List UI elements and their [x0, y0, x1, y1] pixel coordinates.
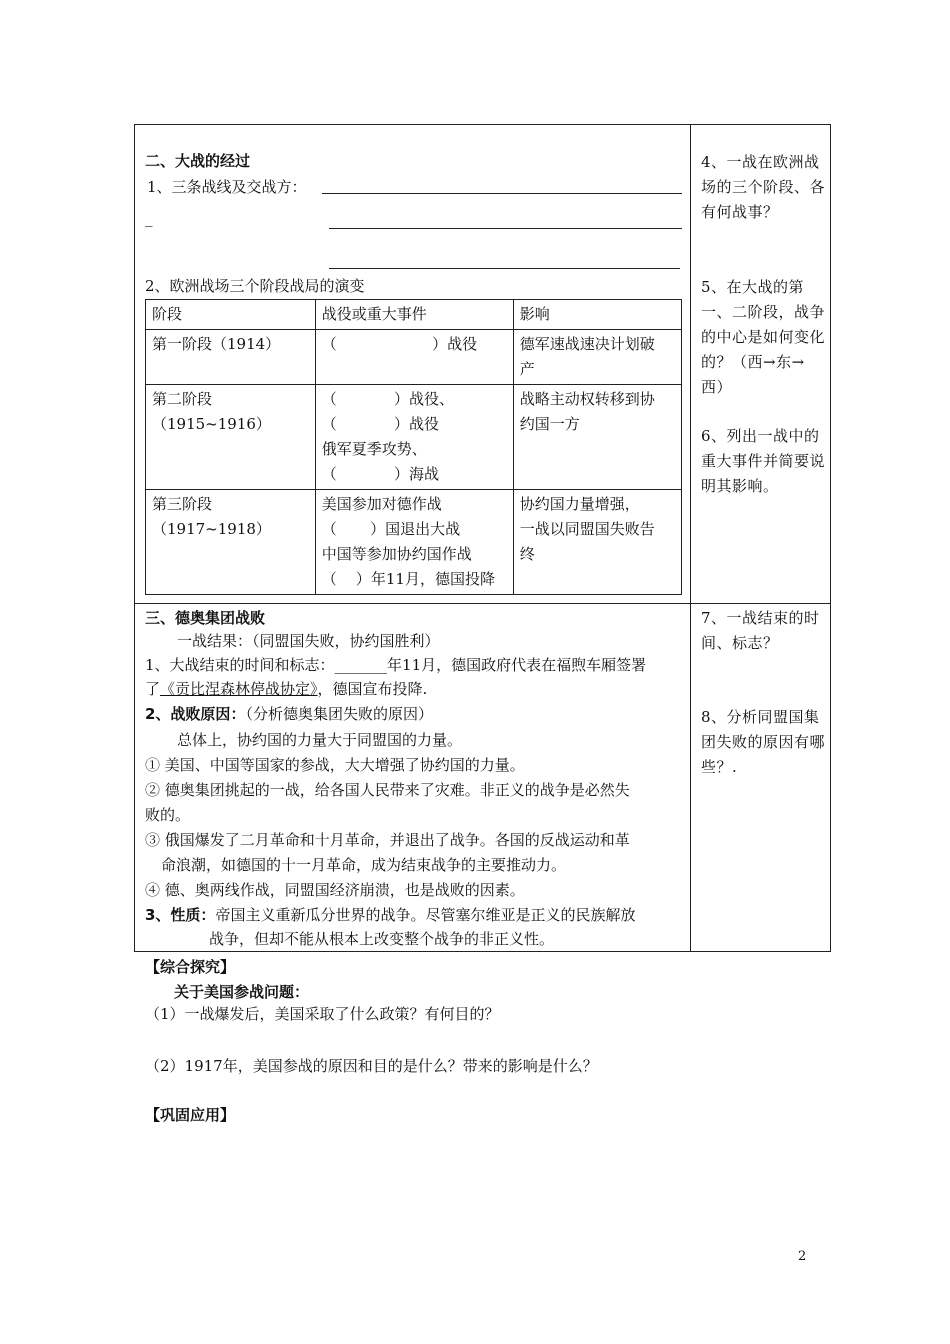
cell-line: 约国一方 [519, 415, 580, 433]
cell-line: 产 [519, 360, 535, 378]
impact-cell [513, 490, 681, 595]
reason-4: ④ 德、奥两线作战，同盟国经济崩溃，也是战败的因素。 [145, 881, 525, 899]
p3-label: 3、性质： [145, 906, 216, 924]
reason-2: ② 德奥集团挑起的一战，给各国人民带来了灾难。非正义的战争是必然失 [145, 781, 630, 799]
header-cell: 阶段 [146, 300, 316, 330]
side-question-4: 4、一战在欧洲战场的三个阶段、各有何战事？ [701, 153, 826, 221]
explore-title: 【综合探究】 [145, 958, 236, 976]
p1-text-d: ，德国宣布投降. [317, 680, 428, 698]
cell-line: （ ）海战 [321, 465, 439, 483]
table-header-row [146, 300, 682, 330]
row-divider [134, 603, 831, 604]
cell-line: 俄军夏季攻势、 [321, 440, 427, 458]
cell-line: （ ）战役、 [321, 390, 454, 408]
p1-blank[interactable]: _______ [334, 656, 388, 674]
events-cell [315, 385, 513, 490]
cell-line: （1917~1918） [152, 520, 271, 538]
fill-line[interactable] [322, 193, 682, 194]
reason-2-cont: 败的。 [145, 806, 191, 824]
page-number: 2 [798, 1249, 807, 1264]
column-divider [690, 124, 691, 952]
cell-line: 第二阶段 [152, 390, 213, 408]
stage-cell [146, 330, 316, 385]
overall-text: 总体上，协约国的力量大于同盟国的力量。 [177, 731, 463, 749]
p2-label: 2、战败原因： [145, 705, 246, 723]
explore-subtitle: 关于美国参战问题： [174, 983, 310, 1001]
table-row [146, 330, 682, 385]
q1-text: 1、三条战线及交战方： [147, 178, 307, 196]
reason-1: ① 美国、中国等国家的参战，大大增强了协约国的力量。 [145, 756, 525, 774]
cell-line: 德军速战速决计划破 [519, 335, 655, 353]
impact-cell [513, 385, 681, 490]
section3-title: 三、德奥集团战败 [145, 609, 266, 627]
header-cell: 战役或重大事件 [315, 300, 513, 330]
stage-table [145, 299, 682, 595]
cell-line: （1915~1916） [152, 415, 271, 433]
side-question-6: 6、列出一战中的重大事件并简要说明其影响。 [701, 427, 826, 495]
side-question-7: 7、一战结束的时间、标志？ [701, 609, 820, 652]
reason-3-cont: 命浪潮，如德国的十一月革命，成为结束战争的主要推动力。 [161, 856, 567, 874]
q1-dash: _ [145, 209, 153, 227]
cell-line: 一战以同盟国失败告 [519, 520, 655, 538]
explore-question-2: （2）1917年，美国参战的原因和目的是什么？带来的影响是什么？ [145, 1057, 598, 1075]
cell-line: （ ）战役 [321, 415, 439, 433]
cell-line: 美国参加对德作战 [321, 495, 442, 513]
events-cell [315, 330, 513, 385]
p1-label: 1、大战结束的时间和标志： [145, 656, 335, 674]
section2-title: 二、大战的经过 [145, 152, 251, 170]
cell-line: 终 [519, 545, 535, 563]
p1-text: 年11月，德国政府代表在福煦车厢签署 [387, 656, 647, 674]
cell-line: （ ）年11月，德国投降 [321, 570, 495, 588]
impact-cell [513, 330, 681, 385]
cell-line: （ ）战役 [321, 335, 478, 353]
cell-line: 协约国力量增强， [519, 495, 640, 513]
cell-line: （ ）国退出大战 [321, 520, 461, 538]
cell-line: 战略主动权转移到协 [519, 390, 655, 408]
apply-title: 【巩固应用】 [145, 1106, 236, 1124]
cell-line: 中国等参加协约国作战 [321, 545, 472, 563]
explore-question-1: （1）一战爆发后，美国采取了什么政策？有何目的？ [145, 1005, 500, 1023]
stage-cell [146, 385, 316, 490]
table-row [146, 490, 682, 595]
cell-line: 第一阶段（1914） [152, 335, 281, 353]
paragraph-3 [145, 905, 635, 925]
table-row [146, 385, 682, 490]
q2-text: 2、欧洲战场三个阶段战局的演变 [145, 277, 365, 295]
cell-line: 第三阶段 [152, 495, 213, 513]
paragraph-1-cont [145, 679, 427, 699]
reason-3: ③ 俄国爆发了二月革命和十月革命，并退出了战争。各国的反战运动和革 [145, 831, 630, 849]
events-cell [315, 490, 513, 595]
p3-text: 帝国主义重新瓜分世界的战争。尽管塞尔维亚是正义的民族解放 [215, 906, 636, 924]
fill-line[interactable] [329, 228, 682, 229]
stage-cell [146, 490, 316, 595]
p1-text-c: 了 [145, 680, 161, 698]
paragraph-1 [145, 655, 646, 675]
side-question-5: 5、在大战的第一、二阶段，战争的中心是如何变化的？（西→东→西） [701, 278, 826, 396]
p2-text: （分析德奥集团失败的原因） [245, 705, 433, 723]
treaty-name: 《贡比涅森林停战协定》 [160, 680, 318, 698]
side-question-8: 8、分析同盟国集团失败的原因有哪些？. [701, 708, 826, 776]
war-result: 一战结果：（同盟国失败，协约国胜利） [177, 632, 440, 650]
fill-line[interactable] [329, 268, 680, 269]
header-cell: 影响 [513, 300, 681, 330]
paragraph-3-cont: 战争，但却不能从根本上改变整个战争的非正义性。 [209, 930, 555, 948]
paragraph-2 [145, 704, 433, 724]
